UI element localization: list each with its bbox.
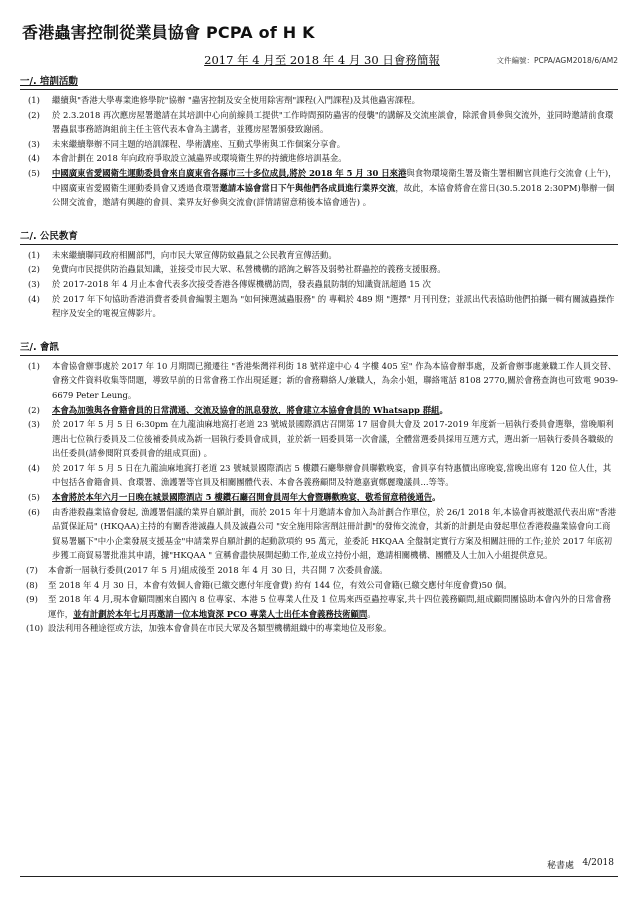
report-title: 2017 年 4 月至 2018 年 4 月 30 日會務簡報 <box>204 53 440 67</box>
list-item: (2) 於 2.3.2018 再次應房屋署邀請在其培訓中心向前線員工提供"工作時間預防蟲害的侵襲"的講解及交流座談會，除派會員參與交流外，並同時邀請前食環署蟲鼠事務諮詢組前主任主管代表本會為主講者，並獲房屋署頒發致謝函。 <box>28 109 614 135</box>
section-divider <box>20 355 618 356</box>
document-number: 文件編號：PCPA/AGM2018/6/AM2 <box>496 56 618 65</box>
list-item: (4) 於 2017 年 5 月 5 日在九龍油麻地窩打老道 23 號城景國際酒店 5 樓鑽石廳舉辦會員聯歡晚宴，會員享有特惠價出席晚宴,當晚出席有 120 位人仕，其中包括各會籍會員、食環署、漁護署等官員及相關團體代表、本會各義務顧問及特邀嘉賓鄭麗瓊議員...等等。 <box>28 462 612 488</box>
affairs-list <box>26 359 618 636</box>
section-heading-affairs: 三/. 會訊 <box>20 341 59 353</box>
list-item: (3) 未來繼續舉辦不同主題的培訓課程、學術講座、互動式學術與工作個案分享會。 <box>28 138 346 149</box>
list-item: (3) 於 2017 年 5 月 5 日 6:30pm 在九龍油麻地窩打老道 23 號城景國際酒店召開第 17 屆會員大會及 2017-2019 年度新一屆執行委員會選舉，當晚順利選出七位執行委員及二位後補委員成為新一屆執行委員會成員，並於新一屆委員第一次會議，全體當選委員採用互選方式，選出新一屆執行委員各職級的出任委員(請參閱附頁委員會的組成頁面) 。 <box>28 419 614 459</box>
list-item: (3) 於 2017-2018 年 4 月止本會代表多次接受香港各傳媒機構訪問，發表蟲鼠防制的知識資訊超過 15 次 <box>28 278 431 289</box>
list-item: (6) 由香港殺蟲業協會發起, 漁護署倡議的業界自願計劃，而於 2015 年十月邀請本會加入為計劃合作單位，於 26/1 2018 年,本協會再被邀派代表出席"香港品質保証局" (HKQAA)主持的有關香港滅蟲人員及滅蟲公司 "安全施用除害劑註冊計劃"的發佈交流會，其新的計劃是由發起單位香港殺蟲業協會向工商貿易署屬下"中小企業發展支援基金"申請業界自願計劃的起動款項約 95 萬元，並委託 HKQAA 全盤制定實行方案及相關註冊的工作;並於 2017 年底初步獲工商貿易署批准其申請，據"HKQAA " 宣稱會盡快展開起動工作,並成立持份小組，邀請相關機構、團體及人士加入小組提供意見。 <box>28 506 616 561</box>
section-heading-training: 一/. 培訓活動 <box>20 76 78 87</box>
list-item: (1) 本會協會辦事處於 2017 年 10 月期間已搬遷往 "香港柴灣祥利街 18 號祥達中心 4 字樓 405 室" 作為本協會辦事處，及新會辦事處兼職工作人員交替、會務文件資料收集等問題，導致早前的日常會務工作出現延遲；新的會務聯絡人/兼職人，為余小姐，聯絡電話 8108 2770,關於會務查詢也可致電 9039-6679 Peter Leung。 <box>28 360 618 400</box>
list-item: (9) 至 2018 年 4 月,現本會顧問團來自國內 8 位專家、本港 5 位專業人仕及 1 位馬來西亞蟲控專家,共十四位義務顧問,組成顧問團協助本會內外的日常會務運作，並有計劃於本年七月再邀請一位本地資深 PCO 專業人士出任本會義務技術顧問。 <box>26 594 611 619</box>
list-item: (7) 本會新一屆執行委員(2017 年 5 月)組成後至 2018 年 4 月 30 日，共召開 7 次委員會議。 <box>26 565 388 576</box>
section-heading-education: 二/. 公民教育 <box>20 230 78 242</box>
footer-divider <box>20 876 618 877</box>
list-item: (5) 本會將於本年六月一日晚在城景國際酒店 5 樓鑽石廳召開會員周年大會暨聯歡晚宴，敬希留意稍後通告。 <box>28 492 441 503</box>
list-item: (5) 中國廣東省愛國衛生運動委員會來自廣東省各縣市三十多位成員,將於 2018 年 5 月 30 日來港與食物環境衛生署及衛生署相關官員進行交流會 (上午)，中國廣東省愛國衛生運動委員會又透過食環署邀請本協會當日下午與他們各成員進行業界交流，故此，本協會將會在當日(30.5.2018 2:30PM)舉辦一個公開交流會，邀請有興趣的會員、業界友好參與交流會(詳情請留意稍後本協會通告) 。 <box>28 167 617 208</box>
list-item: (4) 於 2017 年下旬協助香港消費者委員會編製主題為 "如何揀選滅蟲服務" 的 專輯於 489 期 "選擇" 月刊刊登；並派出代表協助他們拍攝一輯有關滅蟲操作程序及安全的電視宣傳影片。 <box>28 293 615 319</box>
header-row <box>26 49 618 69</box>
list-item: (1) 繼續與"香港大學專業進修學院"協辦 "蟲害控制及安全使用除害劑"課程(入門課程)及其他蟲害課程。 <box>28 95 420 105</box>
section-divider <box>20 244 618 245</box>
list-item: (4) 本會計劃在 2018 年向政府爭取設立滅蟲界或環境衛生界的持續進修培訓基金。 <box>28 153 347 164</box>
organization-title: 香港蟲害控制從業員協會 PCPA of H K <box>22 23 315 42</box>
list-item: (8) 至 2018 年 4 月 30 日，本會有效個人會籍(已繳交應付年度會費) 約有 144 位，有效公司會籍(已繳交應付年度會費)50 個。 <box>26 579 512 590</box>
list-item: (2) 免費向市民提供防治蟲鼠知識，並接受市民大眾、私營機構的諮詢之解答及弱勢社群蟲控的義務支援服務。 <box>28 264 446 275</box>
footer-date: 4/2018 <box>582 858 614 868</box>
training-list <box>26 93 618 210</box>
signature: 秘書處 <box>546 861 574 871</box>
list-item: (2) 本會為加強與各會籍會員的日常溝通、交流及協會的訊息發放，將會建立本協會會員的 Whatsapp 群組。 <box>28 404 448 415</box>
list-item: (10) 設法利用各種途徑或方法，加強本會會員在市民大眾及各類型機構組織中的專業地位及形象。 <box>26 623 392 634</box>
education-list <box>26 248 618 321</box>
list-item: (1) 未來繼續聯同政府相關部門，向市民大眾宣傳防蚊蟲鼠之公民教育宣傳活動。 <box>28 249 337 260</box>
section-divider <box>20 89 618 90</box>
